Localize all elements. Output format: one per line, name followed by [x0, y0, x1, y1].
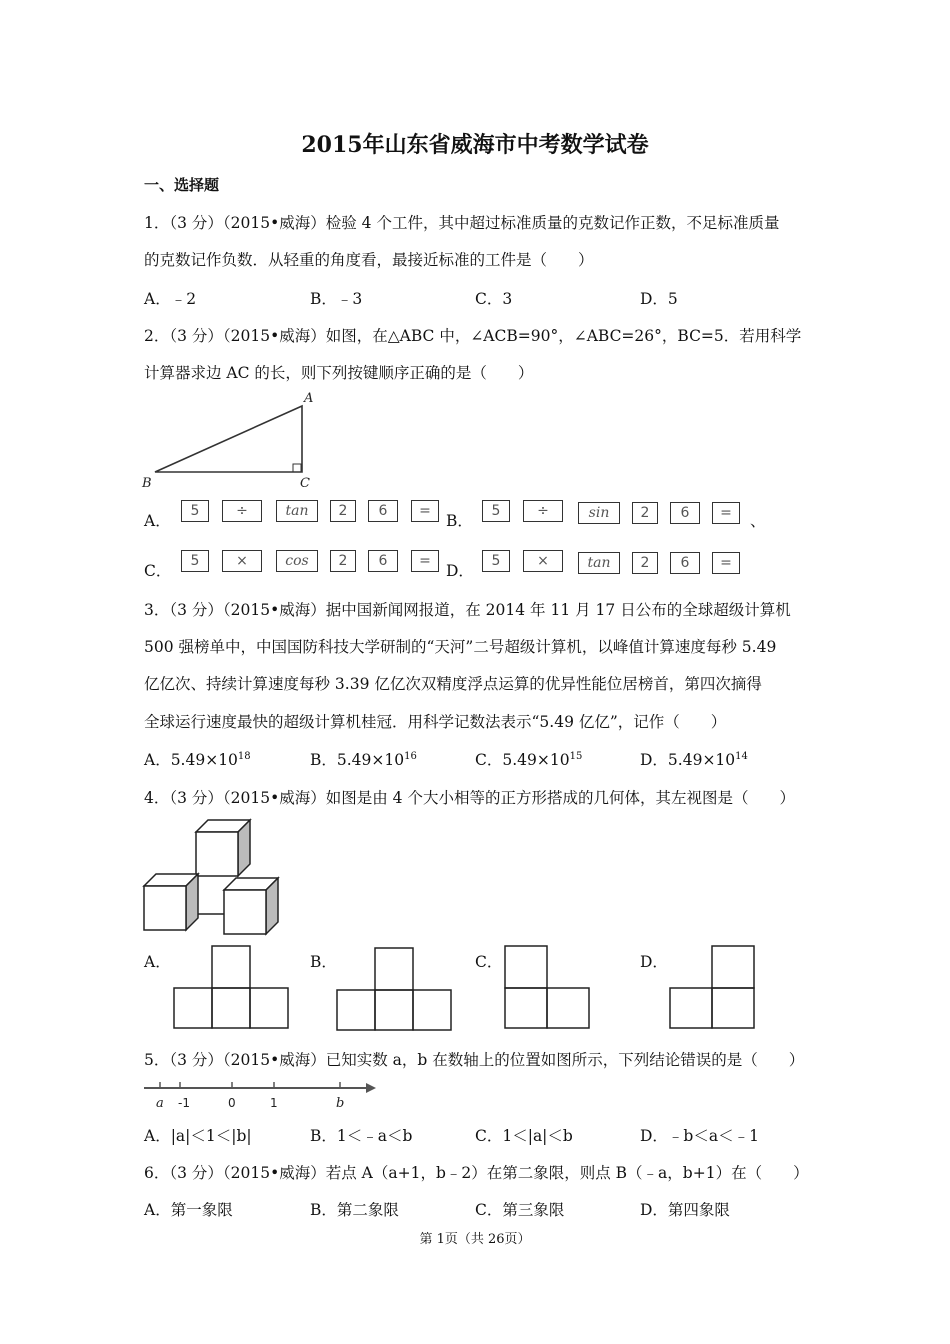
q3-option-d: D．$5.49\times 10^{14}$	[640, 750, 748, 769]
number-line-figure	[140, 1080, 380, 1112]
q6-option-a: A．第一象限	[144, 1201, 233, 1219]
q2c-key-6: 6	[368, 550, 398, 572]
section-heading: 一、选择题	[144, 176, 220, 194]
q1-option-b: B．﹣3	[310, 290, 363, 308]
q2c-key-times: ×	[222, 550, 262, 572]
q2-separator: 、	[750, 512, 766, 530]
q2-line-1: 2．（3 分）（2015•威海）如图，在△ABC 中，∠ACB=90°，∠ABC=26°，BC=5．若用科学	[144, 327, 802, 345]
q1-line-2: 的克数记作负数．从轻重的角度看，最接近标准的工件是（ ）	[144, 251, 594, 269]
q2b-key-sin: sin	[578, 502, 620, 524]
axis-label-a: a	[156, 1096, 164, 1111]
vertex-c-label: C	[300, 476, 310, 491]
q2a-key-tan: tan	[276, 500, 318, 522]
axis-label-b: b	[336, 1096, 345, 1111]
triangle-figure	[140, 388, 340, 491]
q6-option-d: D．第四象限	[640, 1201, 730, 1219]
q2d-key-equals: =	[712, 552, 740, 574]
q2a-key-divide: ÷	[222, 500, 262, 522]
q2b-key-6: 6	[670, 502, 700, 524]
q1-option-a: A．﹣2	[144, 290, 197, 308]
q2d-key-tan: tan	[578, 552, 620, 574]
q6-line-1: 6．（3 分）（2015•威海）若点 A（a+1，b﹣2）在第二象限，则点 B（﹣a，b+1）在（ ）	[144, 1164, 809, 1182]
vertex-a-label: A	[304, 391, 314, 406]
q2c-key-2: 2	[330, 550, 356, 572]
q1-line-1: 1．（3 分）（2015•威海）检验 4 个工件，其中超过标准质量的克数记作正数，不足标准质量	[144, 214, 780, 232]
vertex-b-label: B	[142, 476, 152, 491]
q5-option-d: D．﹣b＜a＜﹣1	[640, 1127, 759, 1145]
q2a-key-2: 2	[330, 500, 356, 522]
q5-option-a: A．|a|＜1＜|b|	[144, 1127, 252, 1145]
q6-option-c: C．第三象限	[475, 1201, 565, 1219]
axis-label-1: 1	[270, 1096, 278, 1110]
axis-label-0: 0	[228, 1096, 236, 1110]
q4-option-a-figure	[172, 944, 292, 1034]
right-angle-mark	[293, 464, 301, 472]
page-title: 2015年山东省威海市中考数学试卷	[301, 132, 649, 158]
q4-option-c-label: C．	[475, 953, 503, 971]
q4-option-a-label: A．	[144, 953, 171, 971]
q2d-key-times: ×	[523, 550, 563, 572]
q4-option-d-figure	[668, 944, 768, 1034]
q4-option-b-label: B．	[310, 953, 337, 971]
q4-option-d-label: D．	[640, 953, 668, 971]
q2d-key-5: 5	[482, 550, 510, 572]
q2c-key-equals: =	[411, 550, 439, 572]
q2-option-a-label: A．	[144, 512, 171, 530]
q3-line-1: 3．（3 分）（2015•威海）据中国新闻网报道，在 2014 年 11 月 17 日公布的全球超级计算机	[144, 601, 791, 619]
q3-line-2: 500 强榜单中，中国国防科技大学研制的“天河”二号超级计算机，以峰值计算速度每秒 5.49	[144, 638, 777, 656]
q2-option-d-label: D．	[446, 562, 474, 580]
triangle-abc	[155, 406, 302, 472]
q4-line-1: 4．（3 分）（2015•威海）如图是由 4 个大小相等的正方形搭成的几何体，其左视图是（ ）	[144, 789, 795, 807]
q5-option-c: C．1＜|a|＜b	[475, 1127, 573, 1145]
q5-line-1: 5．（3 分）（2015•威海）已知实数 a，b 在数轴上的位置如图所示，下列结论错误的是（ ）	[144, 1051, 805, 1069]
q2c-key-5: 5	[181, 550, 209, 572]
q2a-key-5: 5	[181, 500, 209, 522]
q2b-key-equals: =	[712, 502, 740, 524]
cubes-figure	[140, 818, 290, 938]
q3-line-3: 亿亿次、持续计算速度每秒 3.39 亿亿次双精度浮点运算的优异性能位居榜首，第四次摘得	[144, 675, 762, 693]
q5-option-b: B．1＜﹣a＜b	[310, 1127, 413, 1145]
q2b-key-divide: ÷	[523, 500, 563, 522]
q2a-key-equals: =	[411, 500, 439, 522]
q4-option-b-figure	[337, 944, 457, 1034]
q6-option-b: B．第二象限	[310, 1201, 399, 1219]
q3-line-4: 全球运行速度最快的超级计算机桂冠．用科学记数法表示“5.49 亿亿”，记作（ ）	[144, 713, 727, 731]
q3-option-b: B．$5.49\times 10^{16}$	[310, 750, 417, 769]
q2b-key-5: 5	[482, 500, 510, 522]
q1-option-d: D．5	[640, 290, 678, 308]
q1-option-c: C．3	[475, 290, 513, 308]
q3-option-a: A．$5.49\times 10^{18}$	[144, 750, 251, 769]
q2-line-2: 计算器求边 AC 的长，则下列按键顺序正确的是（ ）	[144, 364, 534, 382]
q2b-key-2: 2	[632, 502, 658, 524]
q2d-key-6: 6	[670, 552, 700, 574]
q2c-key-cos: cos	[276, 550, 318, 572]
q4-option-c-figure	[503, 944, 603, 1034]
q2a-key-6: 6	[368, 500, 398, 522]
q2-option-c-label: C．	[144, 562, 172, 580]
axis-label-neg1: -1	[178, 1096, 190, 1110]
page-footer: 第 1页（共 26页）	[419, 1232, 531, 1247]
q3-option-c: C．$5.49\times 10^{15}$	[475, 750, 583, 769]
q2d-key-2: 2	[632, 552, 658, 574]
q2-option-b-label: B．	[446, 512, 473, 530]
